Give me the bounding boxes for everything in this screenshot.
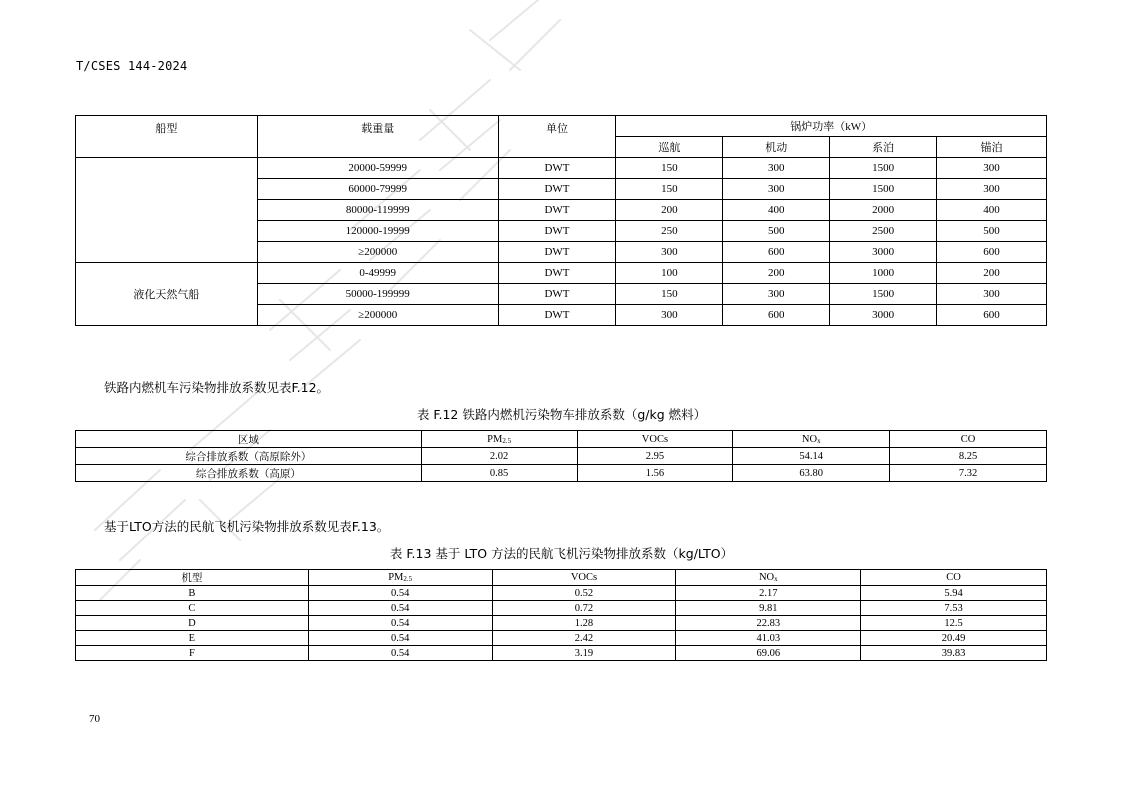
table-cell: 500 xyxy=(937,221,1047,242)
table-cell: 54.14 xyxy=(733,448,890,465)
table-cell: 39.83 xyxy=(861,646,1047,661)
table-cell: D xyxy=(76,616,309,631)
caption-f12: 表 F.12 铁路内燃机污染物车排放系数（g/kg 燃料） xyxy=(416,407,707,422)
table-cell: 0.72 xyxy=(492,601,676,616)
table-cell: 120000-19999 xyxy=(257,221,498,242)
table-cell: 150 xyxy=(616,158,723,179)
table-cell: 1500 xyxy=(830,284,937,305)
header-model: 机型 xyxy=(76,570,309,586)
table-row xyxy=(76,263,1047,284)
table-cell: 3000 xyxy=(830,305,937,326)
table-row xyxy=(76,601,1047,616)
table-cell: DWT xyxy=(498,284,616,305)
table-cell: 20.49 xyxy=(861,631,1047,646)
table-cell: 150 xyxy=(616,179,723,200)
table-cell: 1500 xyxy=(830,179,937,200)
table-cell: 300 xyxy=(723,284,830,305)
table-row xyxy=(76,646,1047,661)
table-cell: DWT xyxy=(498,200,616,221)
table-cell: 1.28 xyxy=(492,616,676,631)
table-cell: 300 xyxy=(616,305,723,326)
table-cell: DWT xyxy=(498,263,616,284)
header-nox xyxy=(676,570,861,586)
table-cell: 400 xyxy=(723,200,830,221)
table-cell: 200 xyxy=(616,200,723,221)
table-cell: 60000-79999 xyxy=(257,179,498,200)
header-cruise: 巡航 xyxy=(616,137,723,158)
table-cell: 0.54 xyxy=(308,601,492,616)
table-cell: 0.54 xyxy=(308,631,492,646)
table-cell: E xyxy=(76,631,309,646)
table-cell: 综合排放系数（高原除外） xyxy=(76,448,422,465)
header-ship-type: 船型 xyxy=(76,116,258,158)
table-cell: ≥200000 xyxy=(257,242,498,263)
header-pm25 xyxy=(308,570,492,586)
table-cell: 8.25 xyxy=(890,448,1047,465)
table-cell: 0.54 xyxy=(308,616,492,631)
table-row xyxy=(76,465,1047,482)
table-cell: 100 xyxy=(616,263,723,284)
table-cell: 2000 xyxy=(830,200,937,221)
table-cell: 300 xyxy=(937,179,1047,200)
header-vocs: VOCs xyxy=(492,570,676,586)
table-cell: 200 xyxy=(937,263,1047,284)
table-cell: 3000 xyxy=(830,242,937,263)
table-cell: 600 xyxy=(723,242,830,263)
table-cell: 1000 xyxy=(830,263,937,284)
table-cell: 250 xyxy=(616,221,723,242)
table-cell: 400 xyxy=(937,200,1047,221)
table-cell: DWT xyxy=(498,305,616,326)
table-cell: B xyxy=(76,586,309,601)
nox-label: NO xyxy=(801,433,818,445)
table-cell: 5.94 xyxy=(861,586,1047,601)
pm-subscript: 2.5 xyxy=(502,436,512,445)
table-cell: 600 xyxy=(723,305,830,326)
table-cell: DWT xyxy=(498,221,616,242)
table-row xyxy=(76,631,1047,646)
header-tonnage: 载重量 xyxy=(257,116,498,158)
header-boiler-power: 锅炉功率（kW） xyxy=(616,116,1047,137)
table-cell: ≥200000 xyxy=(257,305,498,326)
table-cell: 0.52 xyxy=(492,586,676,601)
table-cell: DWT xyxy=(498,179,616,200)
header-berth: 系泊 xyxy=(830,137,937,158)
table-cell: 300 xyxy=(616,242,723,263)
table-cell: 300 xyxy=(937,284,1047,305)
table-cell: 0.85 xyxy=(421,465,577,482)
ship-type-cell-empty xyxy=(76,158,258,263)
table-cell: 综合排放系数（高原） xyxy=(76,465,422,482)
header-anchor: 锚泊 xyxy=(937,137,1047,158)
table-cell: 600 xyxy=(937,242,1047,263)
table-cell: 600 xyxy=(937,305,1047,326)
table-cell: 69.06 xyxy=(676,646,861,661)
table-cell: 1500 xyxy=(830,158,937,179)
table-cell: 2.42 xyxy=(492,631,676,646)
table-cell: DWT xyxy=(498,158,616,179)
header-vocs: VOCs xyxy=(577,431,733,448)
table-cell: 0-49999 xyxy=(257,263,498,284)
ship-type-lng: 液化天然气船 xyxy=(76,263,258,326)
header-maneuver: 机动 xyxy=(723,137,830,158)
header-region: 区域 xyxy=(76,431,422,448)
table-cell: 200 xyxy=(723,263,830,284)
nox-subscript: x xyxy=(817,436,821,445)
table-cell: 300 xyxy=(723,179,830,200)
paragraph-f13: 基于LTO方法的民航飞机污染物排放系数见表F.13。 xyxy=(104,519,390,534)
table-row xyxy=(76,616,1047,631)
page-number: 70 xyxy=(89,713,100,725)
table-cell: 2500 xyxy=(830,221,937,242)
aircraft-emission-table xyxy=(75,569,1047,661)
table-row xyxy=(76,586,1047,601)
caption-f13: 表 F.13 基于 LTO 方法的民航飞机污染物排放系数（kg/LTO） xyxy=(389,546,734,561)
table-cell: 20000-59999 xyxy=(257,158,498,179)
table-cell: 12.5 xyxy=(861,616,1047,631)
table-cell: 7.53 xyxy=(861,601,1047,616)
paragraph-f12: 铁路内燃机车污染物排放系数见表F.12。 xyxy=(104,380,330,395)
table-cell: 2.17 xyxy=(676,586,861,601)
boiler-power-table xyxy=(75,115,1047,326)
standard-code: T/CSES 144-2024 xyxy=(76,59,188,73)
table-row xyxy=(76,158,1047,179)
table-cell: 150 xyxy=(616,284,723,305)
header-co: CO xyxy=(890,431,1047,448)
railway-emission-table xyxy=(75,430,1047,482)
table-cell: F xyxy=(76,646,309,661)
table-row xyxy=(76,448,1047,465)
table-cell: DWT xyxy=(498,242,616,263)
table-cell: 300 xyxy=(937,158,1047,179)
table-cell: 300 xyxy=(723,158,830,179)
table-cell: 9.81 xyxy=(676,601,861,616)
pm-subscript: 2.5 xyxy=(403,575,413,583)
table-cell: 63.80 xyxy=(733,465,890,482)
table-cell: 0.54 xyxy=(308,646,492,661)
header-co: CO xyxy=(861,570,1047,586)
table-cell: 41.03 xyxy=(676,631,861,646)
header-pm25 xyxy=(421,431,577,448)
table-cell: 22.83 xyxy=(676,616,861,631)
table-cell: 7.32 xyxy=(890,465,1047,482)
table-cell: 50000-199999 xyxy=(257,284,498,305)
table-cell: 1.56 xyxy=(577,465,733,482)
pm-label: PM xyxy=(487,433,503,445)
nox-subscript: x xyxy=(774,575,778,583)
table-cell: 500 xyxy=(723,221,830,242)
header-nox xyxy=(733,431,890,448)
pm-label: PM xyxy=(388,572,404,583)
nox-label: NO xyxy=(758,572,775,583)
table-cell: 0.54 xyxy=(308,586,492,601)
table-cell: 3.19 xyxy=(492,646,676,661)
table-cell: 80000-119999 xyxy=(257,200,498,221)
table-cell: 2.02 xyxy=(421,448,577,465)
table-cell: 2.95 xyxy=(577,448,733,465)
table-cell: C xyxy=(76,601,309,616)
header-unit: 单位 xyxy=(498,116,616,158)
